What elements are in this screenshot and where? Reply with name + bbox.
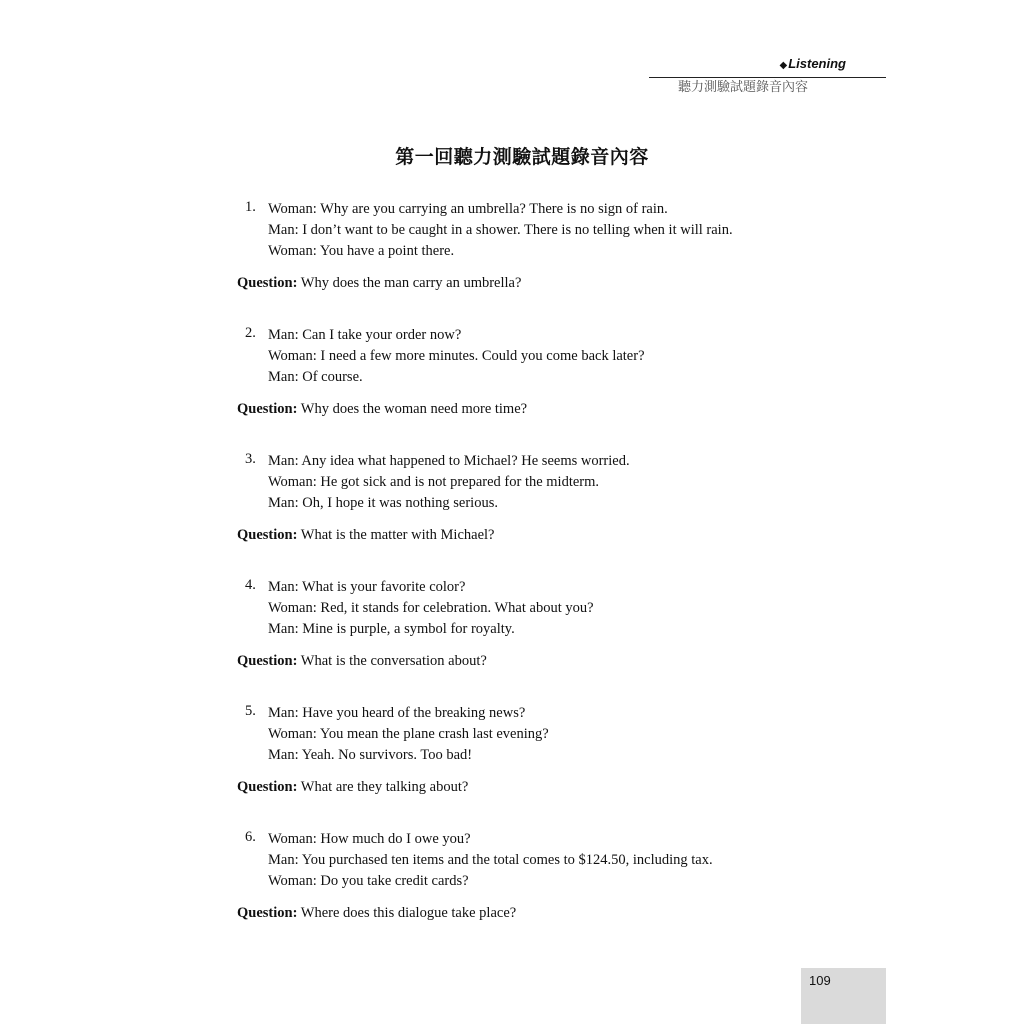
dialogue — [237, 325, 797, 388]
question-text: What are they talking about? — [300, 779, 469, 795]
question-label: Question: — [237, 401, 298, 417]
item-number: 5. — [245, 703, 256, 719]
dialogue-line: Woman: Do you take credit cards? — [268, 873, 469, 889]
dialogue-line: Man: Of course. — [268, 369, 363, 385]
question — [237, 525, 797, 546]
question — [237, 777, 797, 798]
item-number: 3. — [245, 451, 256, 467]
item-number: 6. — [245, 829, 256, 845]
dialogue — [237, 451, 797, 514]
dialogue-line: Woman: You mean the plane crash last evening? — [268, 726, 549, 742]
dialogue-line: Woman: I need a few more minutes. Could you come back later? — [268, 348, 645, 364]
item-number: 1. — [245, 199, 256, 215]
question-text: What is the conversation about? — [300, 653, 487, 669]
transcript-item-1 — [237, 199, 797, 294]
question — [237, 399, 797, 420]
section-label — [649, 54, 886, 76]
dialogue-line: Man: Have you heard of the breaking news? — [268, 705, 526, 721]
dialogue-line: Woman: How much do I owe you? — [268, 831, 471, 847]
question-text: What is the matter with Michael? — [300, 527, 495, 543]
page-number-tab — [801, 968, 886, 1024]
section-subtitle: 聽力測驗試題錄音內容 — [677, 80, 808, 95]
question-label: Question: — [237, 275, 298, 291]
dialogue-line: Man: Can I take your order now? — [268, 327, 462, 343]
question — [237, 651, 797, 672]
section-label-text: Listening — [788, 56, 846, 71]
dialogue-line: Woman: Red, it stands for celebration. What about you? — [268, 600, 594, 616]
dialogue-line: Man: I don’t want to be caught in a shower. There is no telling when it will rain. — [268, 222, 733, 238]
dialogue-line: Man: Yeah. No survivors. Too bad! — [268, 747, 473, 763]
question-label: Question: — [237, 653, 298, 669]
question — [237, 903, 797, 924]
dialogue-line: Woman: You have a point there. — [268, 243, 455, 259]
dialogue-line: Man: What is your favorite color? — [268, 579, 466, 595]
diamond-bullet-icon: ◆ — [779, 60, 788, 71]
page-title: 第一回聽力測驗試題錄音內容 — [395, 146, 649, 168]
dialogue-line: Woman: He got sick and is not prepared for the midterm. — [268, 474, 600, 490]
transcript-item-5 — [237, 703, 797, 798]
question-text: Why does the woman need more time? — [300, 401, 528, 417]
transcript-list — [237, 199, 797, 924]
question-label: Question: — [237, 779, 298, 795]
question — [237, 273, 797, 294]
dialogue-line: Woman: Why are you carrying an umbrella? There is no sign of rain. — [268, 201, 668, 217]
transcript-item-6 — [237, 829, 797, 924]
question-text: Where does this dialogue take place? — [300, 905, 517, 921]
dialogue — [237, 829, 797, 892]
dialogue-line: Man: Any idea what happened to Michael? He seems worried. — [268, 453, 630, 469]
transcript-item-4 — [237, 577, 797, 672]
transcript-item-3 — [237, 451, 797, 546]
page-number: 109 — [809, 973, 831, 988]
dialogue-line: Man: Oh, I hope it was nothing serious. — [268, 495, 498, 511]
question-text: Why does the man carry an umbrella? — [300, 275, 522, 291]
dialogue — [237, 199, 797, 262]
item-number: 4. — [245, 577, 256, 593]
transcript-item-2 — [237, 325, 797, 420]
dialogue-line: Man: You purchased ten items and the total comes to $124.50, including tax. — [268, 852, 713, 868]
question-label: Question: — [237, 527, 298, 543]
dialogue — [237, 703, 797, 766]
question-label: Question: — [237, 905, 298, 921]
dialogue-line: Man: Mine is purple, a symbol for royalty. — [268, 621, 515, 637]
dialogue — [237, 577, 797, 640]
item-number: 2. — [245, 325, 256, 341]
running-header — [649, 54, 886, 98]
